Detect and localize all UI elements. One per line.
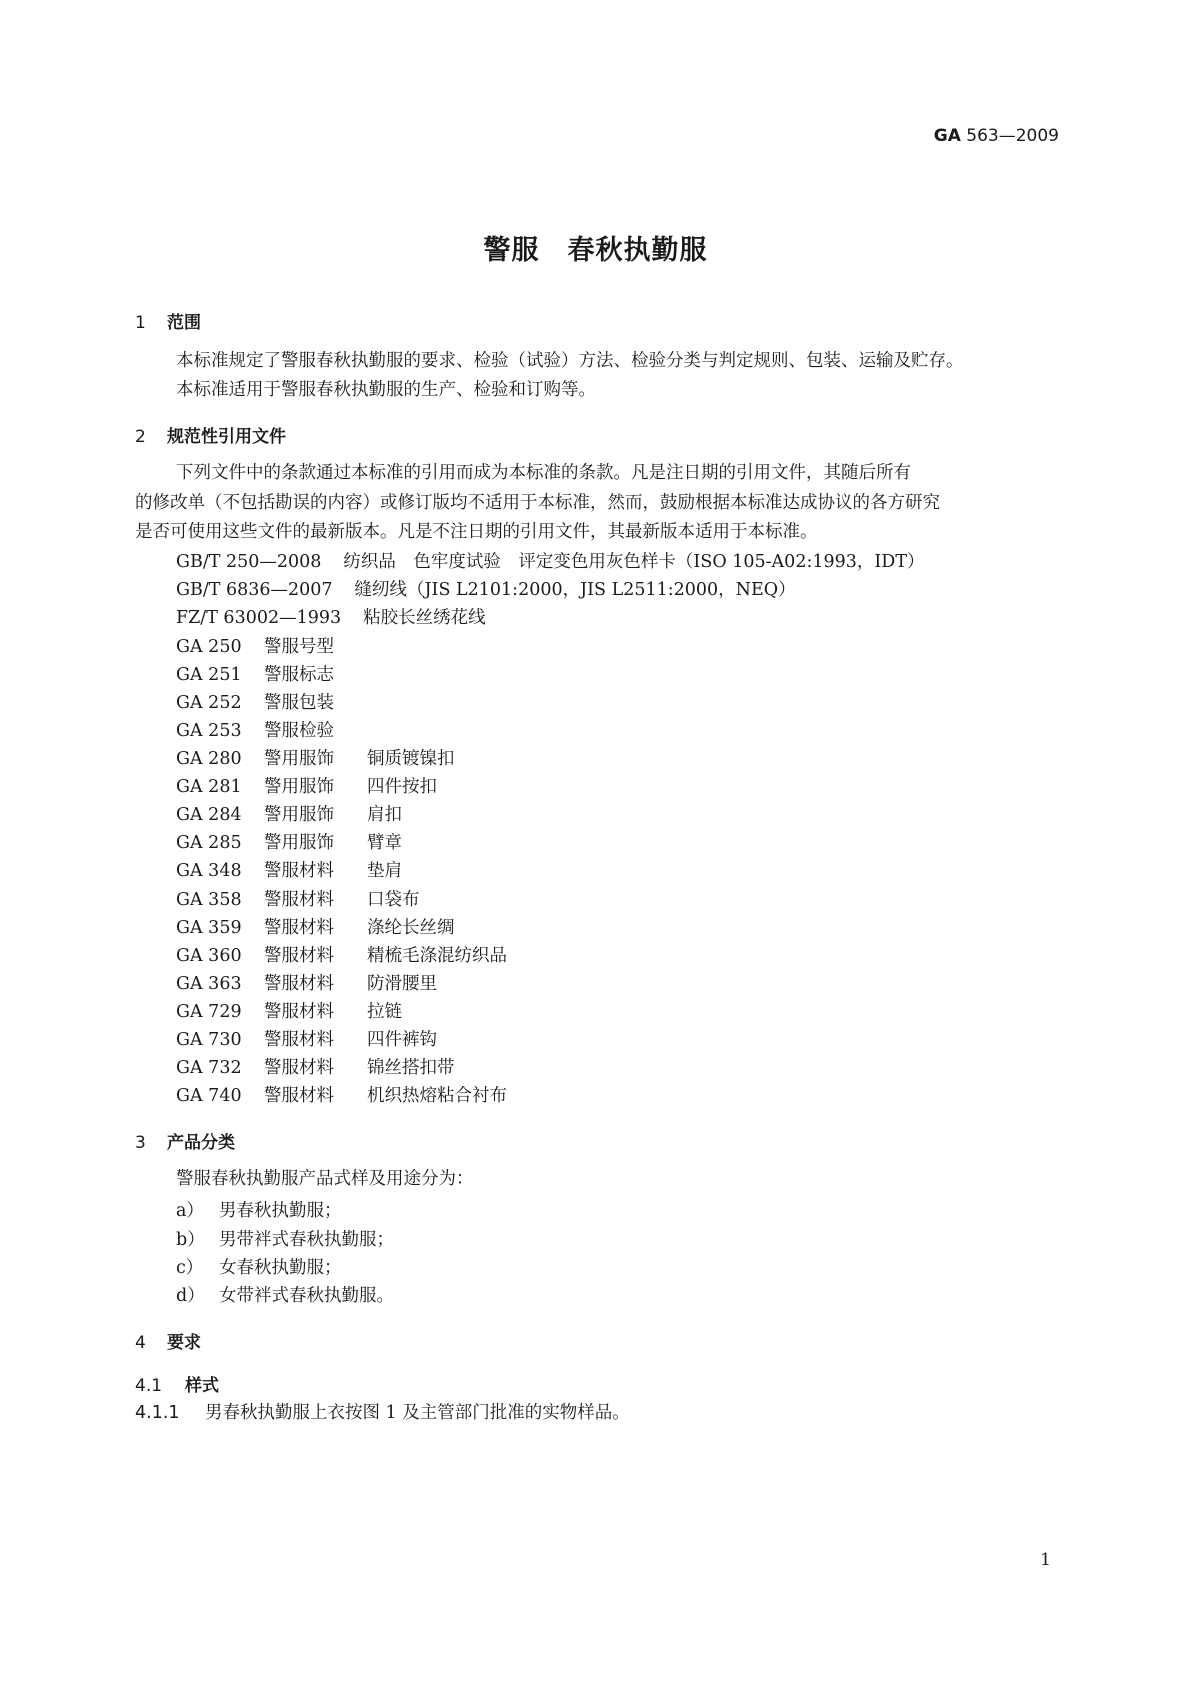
reference-subtitle: 精梳毛涤混纺织品	[367, 946, 507, 966]
list-marker: c）	[176, 1258, 204, 1278]
reference-subtitle: 四件按扣	[367, 777, 437, 797]
list-item	[176, 1282, 394, 1307]
paragraph-line: 的修改单（不包括勘误的内容）或修订版均不适用于本标准，然而，鼓励根据本标准达成协议的各方研究	[135, 493, 940, 513]
reference-title: 警服材料	[264, 974, 334, 994]
reference-subtitle: 涤纶长丝绸	[367, 918, 455, 938]
reference-title: 警用服饰	[264, 749, 334, 769]
list-text: 男春秋执勤服；	[219, 1201, 342, 1221]
reference-entry	[176, 773, 437, 798]
reference-subtitle: 肩扣	[367, 805, 402, 825]
standard-prefix: GA	[933, 126, 961, 146]
reference-code: GA 252	[176, 693, 242, 713]
reference-title: 纺织品 色牢度试验 评定变色用灰色样卡（ISO 105-A02:1993，IDT）	[343, 552, 925, 572]
reference-entry	[176, 886, 420, 911]
reference-code: FZ/T 63002—1993	[176, 608, 342, 628]
paragraph-line: 是否可使用这些文件的最新版本。凡是不注日期的引用文件，其最新版本适用于本标准。	[135, 522, 818, 542]
reference-entry	[176, 576, 796, 601]
reference-entry	[176, 942, 507, 967]
reference-subtitle: 臂章	[367, 833, 402, 853]
section-heading-1	[135, 308, 201, 333]
list-item	[176, 1197, 342, 1222]
section-number: 4	[135, 1333, 146, 1353]
section-heading-3	[135, 1128, 235, 1153]
reference-subtitle: 防滑腰里	[367, 974, 437, 994]
reference-entry	[176, 970, 437, 995]
paragraph: 本标准规定了警服春秋执勤服的要求、检验（试验）方法、检验分类与判定规则、包装、运输及贮存。	[176, 351, 964, 371]
reference-title: 警服材料	[264, 918, 334, 938]
reference-entry	[176, 1082, 507, 1107]
reference-entry	[176, 857, 402, 882]
reference-code: GA 732	[176, 1058, 242, 1078]
reference-title: 警用服饰	[264, 833, 334, 853]
reference-code: GA 363	[176, 974, 242, 994]
list-marker: d）	[176, 1286, 205, 1306]
reference-entry	[176, 745, 455, 770]
section-number: 2	[135, 427, 146, 447]
reference-subtitle: 机织热熔粘合衬布	[367, 1086, 507, 1106]
section-number: 3	[135, 1133, 146, 1153]
reference-code: GB/T 6836—2007	[176, 580, 333, 600]
reference-entry	[176, 1054, 455, 1079]
paragraph: 本标准适用于警服春秋执勤服的生产、检验和订购等。	[176, 380, 596, 400]
reference-title: 警服材料	[264, 946, 334, 966]
reference-entry	[176, 604, 486, 629]
reference-subtitle: 拉链	[367, 1002, 402, 1022]
reference-subtitle: 锦丝搭扣带	[367, 1058, 455, 1078]
reference-title: 警服材料	[264, 1030, 334, 1050]
reference-title: 警服材料	[264, 890, 334, 910]
reference-code: GA 730	[176, 1030, 242, 1050]
reference-code: GA 253	[176, 721, 242, 741]
section-number: 1	[135, 313, 146, 333]
reference-code: GA 251	[176, 665, 242, 685]
section-title: 规范性引用文件	[167, 427, 286, 447]
reference-code: GA 285	[176, 833, 242, 853]
reference-code: GA 359	[176, 918, 242, 938]
reference-subtitle: 铜质镀镍扣	[367, 749, 455, 769]
reference-code: GA 358	[176, 890, 242, 910]
section-heading-4	[135, 1328, 201, 1353]
reference-title: 缝纫线（JIS L2101:2000，JIS L2511:2000，NEQ）	[354, 580, 796, 600]
reference-code: GA 740	[176, 1086, 242, 1106]
reference-entry	[176, 829, 402, 854]
reference-subtitle: 垫肩	[367, 861, 402, 881]
reference-code: GA 250	[176, 637, 242, 657]
subsection-title: 样式	[185, 1376, 219, 1396]
section-heading-2	[135, 422, 286, 447]
section-title: 范围	[167, 313, 201, 333]
list-marker: a）	[176, 1201, 204, 1221]
reference-entry	[176, 633, 367, 658]
reference-subtitle: 口袋布	[367, 890, 420, 910]
clause-number: 4.1.1	[135, 1403, 180, 1423]
list-marker: b）	[176, 1230, 205, 1250]
list-text: 男带袢式春秋执勤服；	[219, 1230, 394, 1250]
reference-title: 警服材料	[264, 1002, 334, 1022]
subsection-number: 4.1	[135, 1376, 163, 1396]
reference-title: 警服标志	[264, 665, 334, 685]
reference-code: GA 284	[176, 805, 242, 825]
reference-code: GA 360	[176, 946, 242, 966]
paragraph: 警服春秋执勤服产品式样及用途分为：	[176, 1169, 474, 1189]
reference-entry	[176, 548, 925, 573]
document-title: 警服 春秋执勤服	[483, 235, 708, 266]
reference-title: 警用服饰	[264, 805, 334, 825]
reference-entry	[176, 1026, 437, 1051]
clause	[135, 1399, 630, 1424]
reference-entry	[176, 661, 367, 686]
reference-title: 粘胶长丝绣花线	[363, 608, 486, 628]
reference-title: 警服材料	[264, 1086, 334, 1106]
page-number: 1	[1040, 1550, 1051, 1570]
section-title: 产品分类	[167, 1133, 235, 1153]
reference-title: 警服包装	[264, 693, 334, 713]
reference-title: 警用服饰	[264, 777, 334, 797]
reference-title: 警服检验	[264, 721, 334, 741]
reference-code: GA 729	[176, 1002, 242, 1022]
reference-entry	[176, 717, 367, 742]
list-text: 女带袢式春秋执勤服。	[219, 1286, 394, 1306]
reference-title: 警服材料	[264, 861, 334, 881]
reference-code: GA 281	[176, 777, 242, 797]
reference-title: 警服号型	[264, 637, 334, 657]
list-item	[176, 1254, 342, 1279]
reference-subtitle: 四件裤钩	[367, 1030, 437, 1050]
clause-text: 男春秋执勤服上衣按图 1 及主管部门批准的实物样品。	[205, 1403, 630, 1423]
section-title: 要求	[167, 1333, 201, 1353]
reference-entry	[176, 801, 402, 826]
list-item	[176, 1226, 394, 1251]
subsection-heading	[135, 1371, 219, 1396]
list-text: 女春秋执勤服；	[219, 1258, 342, 1278]
reference-entry	[176, 914, 455, 939]
reference-code: GA 280	[176, 749, 242, 769]
paragraph-line: 下列文件中的条款通过本标准的引用而成为本标准的条款。凡是注日期的引用文件，其随后所有	[176, 463, 911, 483]
standard-number: 563—2009	[966, 126, 1059, 146]
reference-entry	[176, 998, 402, 1023]
standard-code	[934, 126, 1059, 146]
reference-title: 警服材料	[264, 1058, 334, 1078]
reference-code: GB/T 250—2008	[176, 552, 322, 572]
reference-code: GA 348	[176, 861, 242, 881]
reference-entry	[176, 689, 367, 714]
